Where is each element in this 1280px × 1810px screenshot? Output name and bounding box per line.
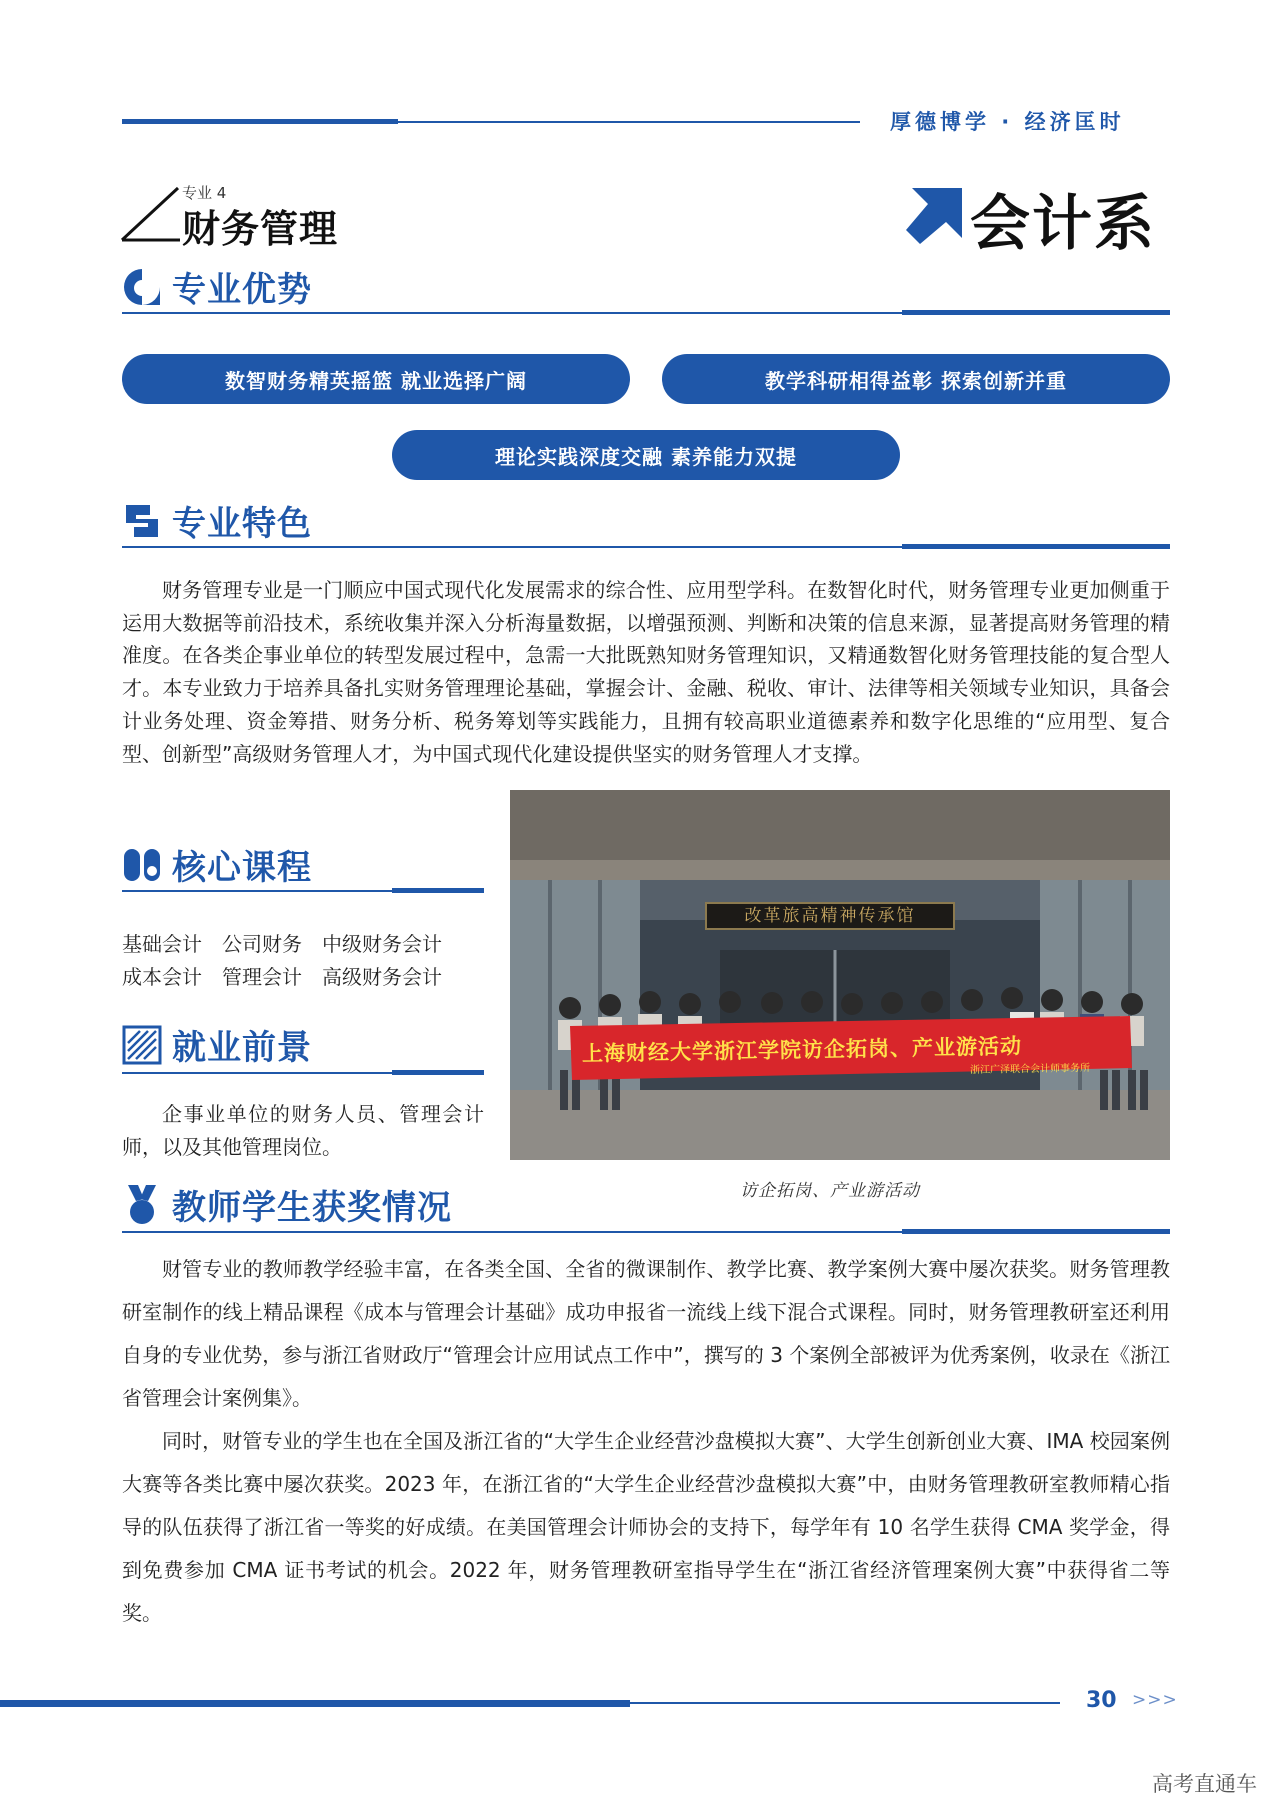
school-motto: 厚德博学 · 经济匡时 [890, 110, 1125, 134]
section-advantages-heading [122, 262, 312, 311]
search-bubble-icon [122, 267, 162, 307]
section-rule-accent [392, 888, 484, 893]
section-rule [122, 312, 902, 314]
striped-square-icon [122, 1025, 162, 1065]
section-rule [122, 1231, 902, 1233]
medal-icon [122, 1185, 162, 1225]
photo-caption: 访企拓岗、产业游活动 [740, 1181, 920, 1201]
department-title: 会计系 [970, 189, 1156, 259]
course-row [122, 928, 462, 961]
course-list [122, 928, 462, 994]
course-item: 基础会计 [122, 932, 202, 956]
section-advantages-title: 专业优势 [172, 270, 312, 310]
section-rule-accent [902, 310, 1170, 315]
page-arrows: >>> [1132, 1690, 1178, 1710]
slash-decoration-icon [120, 186, 182, 242]
banner-subtext: 浙江广泽联合会计师事务所 [969, 1062, 1091, 1077]
banner-text: 上海财经大学浙江学院访企拓岗、产业游活动 [581, 1034, 1023, 1066]
course-item: 公司财务 [222, 932, 302, 956]
visit-group-photo [510, 790, 1170, 1160]
section-rule-accent [902, 544, 1170, 549]
section-awards-title: 教师学生获奖情况 [172, 1188, 452, 1228]
advantage-pill-2: 教学科研相得益彰 探索创新并重 [662, 354, 1170, 404]
page-number: 30 [1086, 1688, 1117, 1713]
section-features-heading [122, 496, 312, 545]
header-rule-thick [122, 119, 398, 124]
section-rule-accent [902, 1229, 1170, 1234]
advantage-pill-1: 数智财务精英摇篮 就业选择广阔 [122, 354, 630, 404]
course-row [122, 961, 462, 994]
header-rule-thin [398, 121, 860, 123]
memorial-hall-sign: 改革旅高精神传承馆 [705, 902, 955, 930]
footer-rule-thick [0, 1700, 630, 1707]
section-employment-title: 就业前景 [172, 1028, 312, 1068]
section-rule [122, 1072, 392, 1074]
section-employment-heading [122, 1020, 312, 1069]
awards-paragraph-2: 同时，财管专业的学生也在全国及浙江省的“大学生企业经营沙盘模拟大赛”、大学生创新创业大赛、IMA 校园案例大赛等各类比赛中屡次获奖。2023 年，在浙江省的“大学生企业经营沙盘模拟大赛”中，由财务管理教研室教师精心指导的队伍获得了浙江省一等奖的好成绩。在美国管理会计师协会的支持下，每学年有 10 名学生获得 CMA 奖学金，得到免费参加 CMA 证书考试的机会。2022 年，财务管理教研室指导学生在“浙江省经济管理案例大赛”中获得省二等奖。 [122, 1429, 1170, 1625]
course-item: 中级财务会计 [322, 932, 442, 956]
section-courses-title: 核心课程 [172, 848, 312, 888]
major-title: 财务管理 [182, 207, 339, 251]
major-index-label: 专业 4 [182, 184, 227, 202]
arrow-up-right-icon [906, 186, 964, 244]
advantage-pill-3: 理论实践深度交融 素养能力双提 [392, 430, 900, 480]
section-courses-heading [122, 840, 312, 889]
s-shape-icon [122, 501, 162, 541]
footer-rule-thin [630, 1702, 1060, 1704]
section-rule [122, 890, 392, 892]
section-rule-accent [392, 1070, 484, 1075]
awards-paragraph-1: 财管专业的教师教学经验丰富，在各类全国、全省的微课制作、教学比赛、教学案例大赛中屡次获奖。财务管理教研室制作的线上精品课程《成本与管理会计基础》成功申报省一流线上线下混合式课程。同时，财务管理教研室还利用自身的专业优势，参与浙江省财政厅“管理会计应用试点工作中”，撰写的 3 个案例全部被评为优秀案例，收录在《浙江省管理会计案例集》。 [122, 1257, 1170, 1410]
section-features-title: 专业特色 [172, 504, 312, 544]
section-awards-heading [122, 1180, 452, 1229]
course-item: 高级财务会计 [322, 965, 442, 989]
course-item: 成本会计 [122, 965, 202, 989]
employment-paragraph: 企事业单位的财务人员、管理会计师，以及其他管理岗位。 [122, 1102, 484, 1159]
course-item: 管理会计 [222, 965, 302, 989]
watermark: 高考直通车 [1152, 1772, 1257, 1796]
group-photo-illustration [510, 790, 1170, 1160]
section-rule [122, 546, 902, 548]
features-paragraph: 财务管理专业是一门顺应中国式现代化发展需求的综合性、应用型学科。在数智化时代，财务管理专业更加侧重于运用大数据等前沿技术，系统收集并深入分析海量数据，以增强预测、判断和决策的信息来源，显著提高财务管理的精准度。在各类企事业单位的转型发展过程中，急需一大批既熟知财务管理知识，又精通数智化财务管理技能的复合型人才。本专业致力于培养具备扎实财务管理理论基础，掌握会计、金融、税收、审计、法律等相关领域专业知识，具备会计业务处理、资金筹措、财务分析、税务筹划等实践能力，且拥有较高职业道德素养和数字化思维的“应用型、复合型、创新型”高级财务管理人才，为中国式现代化建设提供坚实的财务管理人才支撑。 [122, 578, 1170, 766]
double-pill-icon [122, 845, 162, 885]
